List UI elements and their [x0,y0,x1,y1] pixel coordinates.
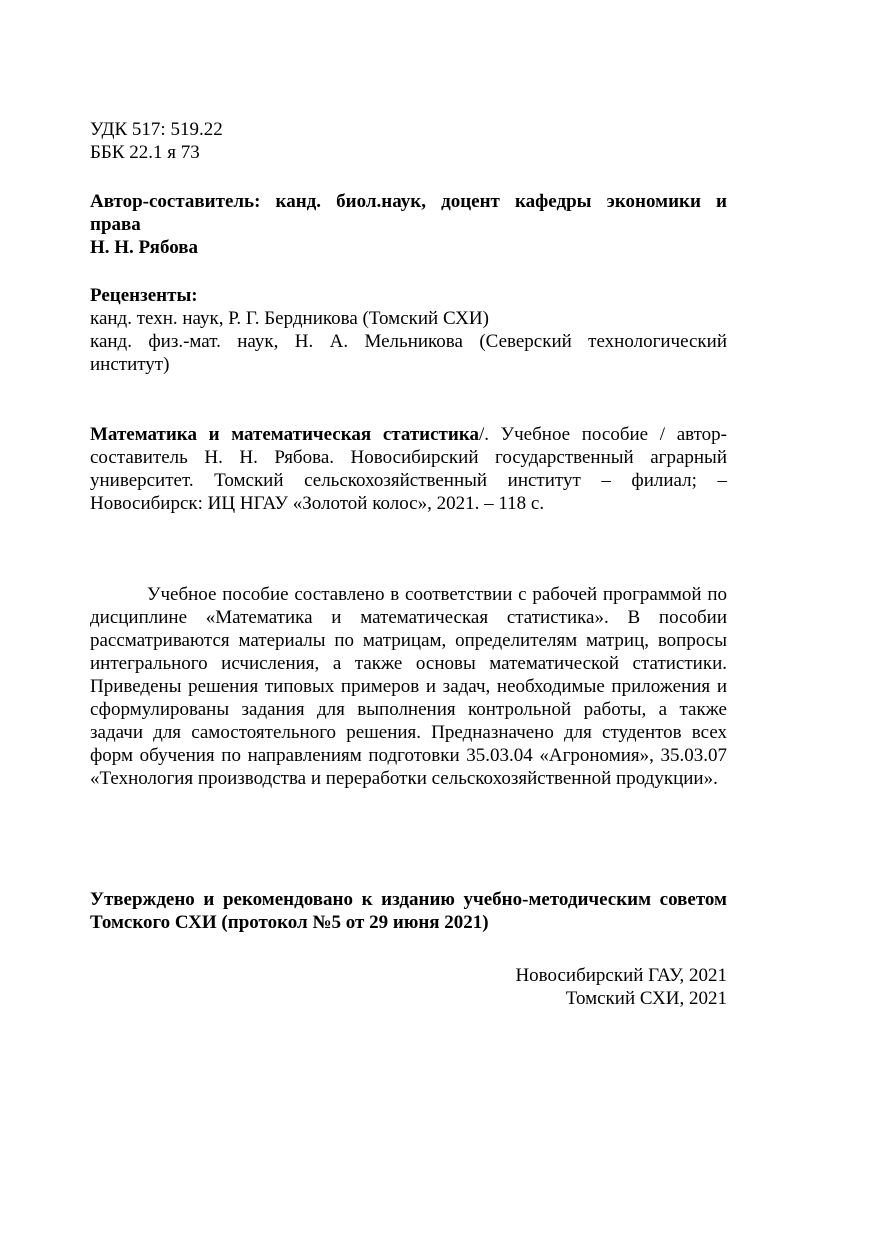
publisher-block [90,964,727,1010]
document-page [90,118,727,1010]
annotation-paragraph: Учебное пособие составлено в соответствии с рабочей программой по дисциплине «Математика и математическая статистика». В пособии рассматриваются материалы по матрицам, определителям матриц, вопросы интегрального исчисления, а также основы математической статистики. Приведены решения типовых примеров и задач, необходимые приложения и сформулированы задания для выполнения контрольной работы, а также задачи для самостоятельного решения. Предназначено для студентов всех форм обучения по направлениям подготовки 35.03.04 «Агрономия», 35.03.07 «Технология производства и переработки сельскохозяйственной продукции». [90,584,727,789]
reviewers-block [90,284,727,376]
author-name: Н. Н. Рябова [90,237,198,258]
author-block [90,190,727,259]
publisher-line-2: Томский СХИ, 2021 [565,988,727,1009]
author-label-line2: права [90,214,141,235]
classification-block [90,118,727,164]
udk-code: УДК 517: 519.22 [90,119,223,140]
bbk-code: ББК 22.1 я 73 [90,142,200,163]
reviewer-1: канд. техн. наук, Р. Г. Бердникова (Томский СХИ) [90,308,489,329]
bibliographic-citation [90,423,727,515]
citation-details: /. Учебное пособие / автор-составитель Н. Н. Рябова. Новосибирский государственный аграрный университет. Томский сельскохозяйственный институт – филиал; – Новосибирск: ИЦ НГАУ «Золотой колос», 2021. – 118 с. [90,424,728,514]
book-title: Математика и математическая статистика [90,424,479,445]
author-label-line1: Автор-составитель: канд. биол.наук, доцент кафедры экономики и [90,191,727,212]
reviewer-2: канд. физ.-мат. наук, Н. А. Мельникова (Северский технологический институт) [90,331,727,375]
publisher-line-1: Новосибирский ГАУ, 2021 [515,965,727,986]
reviewers-heading: Рецензенты: [90,285,198,306]
approval-statement: Утверждено и рекомендовано к изданию учебно-методическим советом Томского СХИ (протокол №5 от 29 июня 2021) [90,889,727,933]
